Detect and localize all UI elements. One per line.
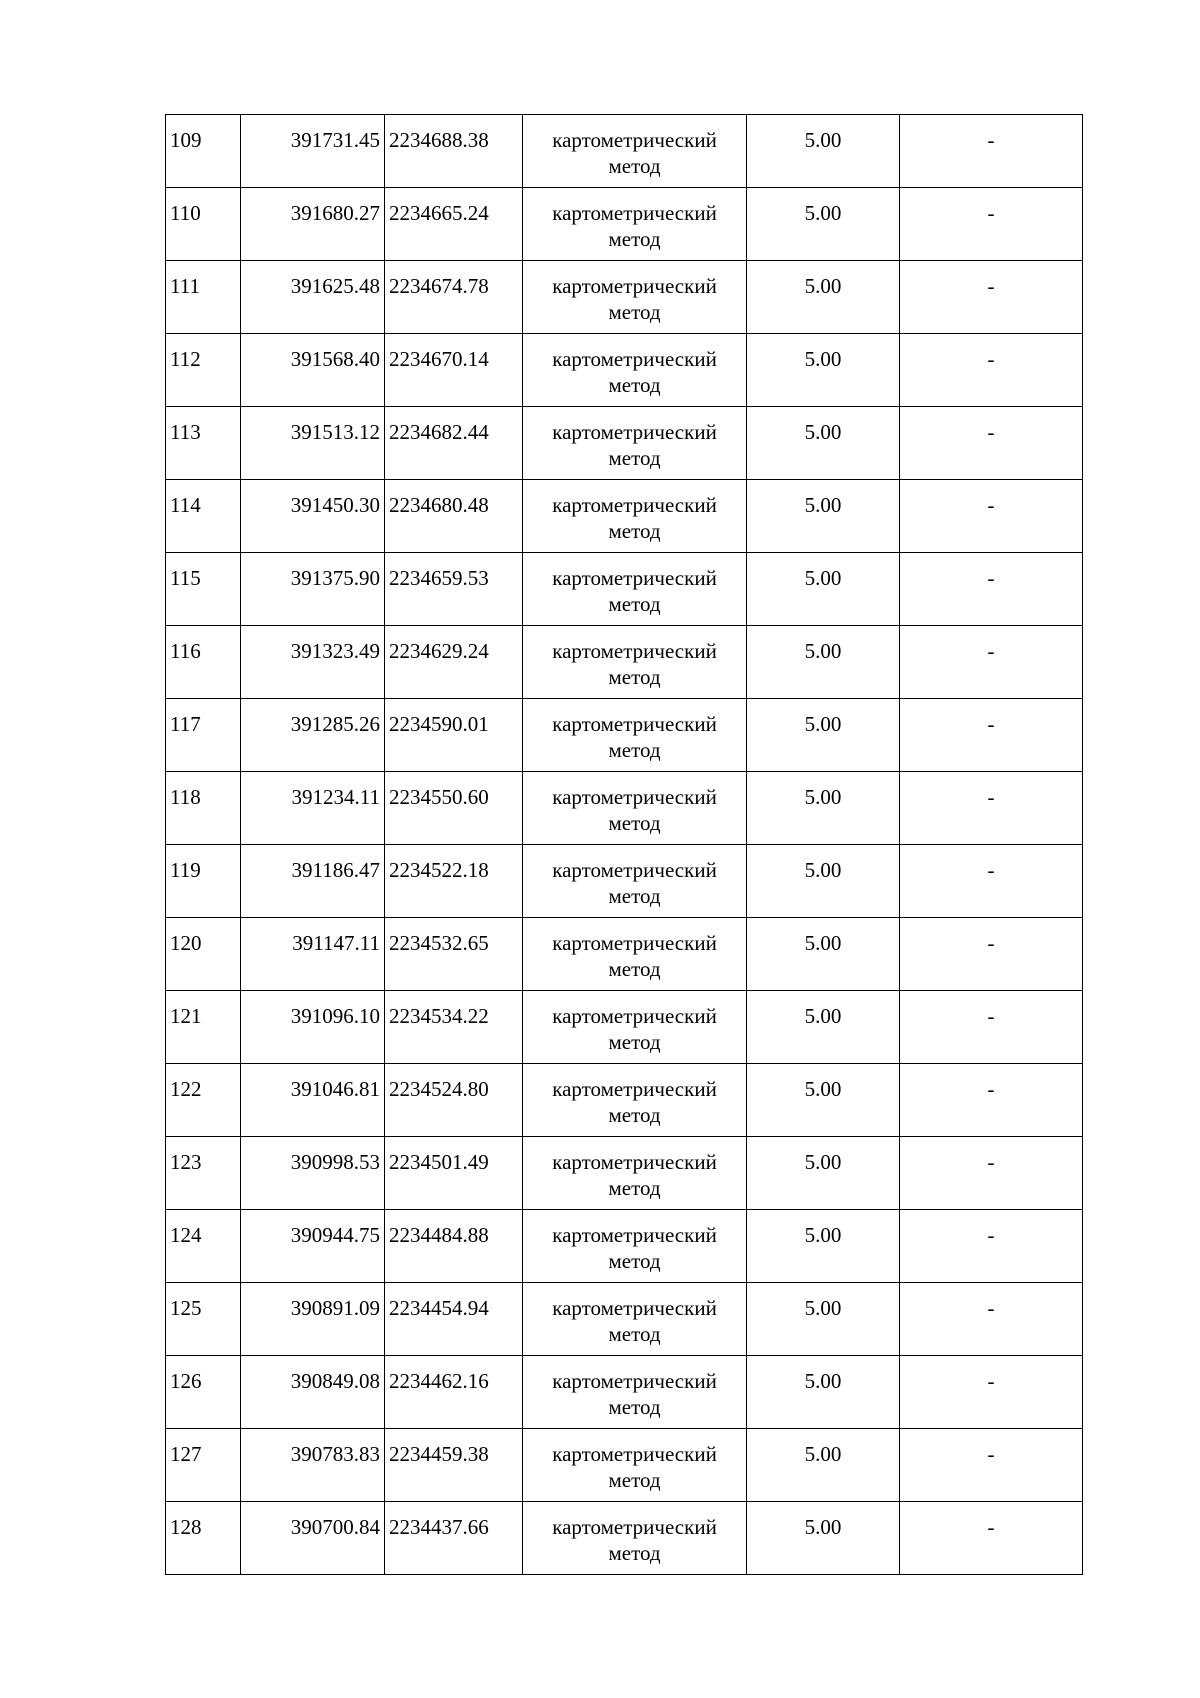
point-number-cell: 128 [166,1502,241,1575]
table-row [166,626,1083,699]
y-coordinate-cell: 2234674.78 [385,261,523,334]
x-coordinate-cell: 391375.90 [241,553,385,626]
y-coordinate-cell: 2234629.24 [385,626,523,699]
point-number-cell: 113 [166,407,241,480]
y-coordinate-cell: 2234532.65 [385,918,523,991]
y-coordinate-cell: 2234501.49 [385,1137,523,1210]
accuracy-cell: 5.00 [747,991,900,1064]
y-coordinate-cell: 2234550.60 [385,772,523,845]
accuracy-cell: 5.00 [747,1356,900,1429]
note-cell: - [900,553,1083,626]
table-row [166,261,1083,334]
note-cell: - [900,1210,1083,1283]
table-row [166,1210,1083,1283]
accuracy-cell: 5.00 [747,1210,900,1283]
note-cell: - [900,1064,1083,1137]
method-cell: картометрический метод [523,1283,747,1356]
y-coordinate-cell: 2234454.94 [385,1283,523,1356]
accuracy-cell: 5.00 [747,918,900,991]
coordinates-table [165,114,1083,1575]
y-coordinate-cell: 2234659.53 [385,553,523,626]
note-cell: - [900,1283,1083,1356]
table-row [166,553,1083,626]
point-number-cell: 124 [166,1210,241,1283]
table-row [166,1283,1083,1356]
x-coordinate-cell: 390944.75 [241,1210,385,1283]
note-cell: - [900,334,1083,407]
point-number-cell: 125 [166,1283,241,1356]
method-cell: картометрический метод [523,772,747,845]
point-number-cell: 109 [166,115,241,188]
method-cell: картометрический метод [523,480,747,553]
accuracy-cell: 5.00 [747,1137,900,1210]
point-number-cell: 127 [166,1429,241,1502]
point-number-cell: 110 [166,188,241,261]
note-cell: - [900,115,1083,188]
point-number-cell: 114 [166,480,241,553]
method-cell: картометрический метод [523,1137,747,1210]
table-row [166,1137,1083,1210]
y-coordinate-cell: 2234462.16 [385,1356,523,1429]
note-cell: - [900,699,1083,772]
accuracy-cell: 5.00 [747,115,900,188]
method-cell: картометрический метод [523,334,747,407]
x-coordinate-cell: 391186.47 [241,845,385,918]
x-coordinate-cell: 391513.12 [241,407,385,480]
accuracy-cell: 5.00 [747,334,900,407]
point-number-cell: 111 [166,261,241,334]
table-row [166,772,1083,845]
y-coordinate-cell: 2234534.22 [385,991,523,1064]
x-coordinate-cell: 391285.26 [241,699,385,772]
note-cell: - [900,1137,1083,1210]
table-row [166,1502,1083,1575]
accuracy-cell: 5.00 [747,188,900,261]
method-cell: картометрический метод [523,1064,747,1137]
x-coordinate-cell: 391096.10 [241,991,385,1064]
accuracy-cell: 5.00 [747,1502,900,1575]
accuracy-cell: 5.00 [747,1283,900,1356]
method-cell: картометрический метод [523,918,747,991]
x-coordinate-cell: 390849.08 [241,1356,385,1429]
table-row [166,991,1083,1064]
point-number-cell: 120 [166,918,241,991]
method-cell: картометрический метод [523,1210,747,1283]
table-row [166,918,1083,991]
note-cell: - [900,1502,1083,1575]
accuracy-cell: 5.00 [747,480,900,553]
note-cell: - [900,772,1083,845]
x-coordinate-cell: 391731.45 [241,115,385,188]
point-number-cell: 112 [166,334,241,407]
note-cell: - [900,845,1083,918]
method-cell: картометрический метод [523,261,747,334]
note-cell: - [900,407,1083,480]
x-coordinate-cell: 391625.48 [241,261,385,334]
x-coordinate-cell: 390998.53 [241,1137,385,1210]
x-coordinate-cell: 390700.84 [241,1502,385,1575]
y-coordinate-cell: 2234688.38 [385,115,523,188]
table-row [166,480,1083,553]
point-number-cell: 115 [166,553,241,626]
point-number-cell: 122 [166,1064,241,1137]
note-cell: - [900,626,1083,699]
y-coordinate-cell: 2234682.44 [385,407,523,480]
note-cell: - [900,1356,1083,1429]
y-coordinate-cell: 2234670.14 [385,334,523,407]
table-row [166,407,1083,480]
y-coordinate-cell: 2234437.66 [385,1502,523,1575]
accuracy-cell: 5.00 [747,845,900,918]
method-cell: картометрический метод [523,626,747,699]
note-cell: - [900,1429,1083,1502]
table-row [166,845,1083,918]
accuracy-cell: 5.00 [747,626,900,699]
note-cell: - [900,480,1083,553]
note-cell: - [900,918,1083,991]
note-cell: - [900,261,1083,334]
table-row [166,1429,1083,1502]
point-number-cell: 123 [166,1137,241,1210]
method-cell: картометрический метод [523,991,747,1064]
accuracy-cell: 5.00 [747,772,900,845]
table-row [166,1356,1083,1429]
method-cell: картометрический метод [523,1502,747,1575]
accuracy-cell: 5.00 [747,553,900,626]
y-coordinate-cell: 2234484.88 [385,1210,523,1283]
x-coordinate-cell: 391450.30 [241,480,385,553]
x-coordinate-cell: 390783.83 [241,1429,385,1502]
method-cell: картометрический метод [523,1429,747,1502]
method-cell: картометрический метод [523,115,747,188]
point-number-cell: 119 [166,845,241,918]
table-row [166,1064,1083,1137]
point-number-cell: 116 [166,626,241,699]
method-cell: картометрический метод [523,1356,747,1429]
point-number-cell: 126 [166,1356,241,1429]
accuracy-cell: 5.00 [747,407,900,480]
note-cell: - [900,991,1083,1064]
x-coordinate-cell: 391568.40 [241,334,385,407]
y-coordinate-cell: 2234590.01 [385,699,523,772]
method-cell: картометрический метод [523,699,747,772]
accuracy-cell: 5.00 [747,1429,900,1502]
table-row [166,699,1083,772]
x-coordinate-cell: 391680.27 [241,188,385,261]
accuracy-cell: 5.00 [747,1064,900,1137]
x-coordinate-cell: 390891.09 [241,1283,385,1356]
accuracy-cell: 5.00 [747,261,900,334]
method-cell: картометрический метод [523,188,747,261]
table-row [166,188,1083,261]
point-number-cell: 118 [166,772,241,845]
y-coordinate-cell: 2234524.80 [385,1064,523,1137]
point-number-cell: 117 [166,699,241,772]
y-coordinate-cell: 2234522.18 [385,845,523,918]
y-coordinate-cell: 2234665.24 [385,188,523,261]
point-number-cell: 121 [166,991,241,1064]
table-row [166,115,1083,188]
x-coordinate-cell: 391147.11 [241,918,385,991]
coordinates-table-body [166,115,1083,1575]
note-cell: - [900,188,1083,261]
method-cell: картометрический метод [523,553,747,626]
x-coordinate-cell: 391323.49 [241,626,385,699]
y-coordinate-cell: 2234680.48 [385,480,523,553]
accuracy-cell: 5.00 [747,699,900,772]
method-cell: картометрический метод [523,845,747,918]
y-coordinate-cell: 2234459.38 [385,1429,523,1502]
x-coordinate-cell: 391046.81 [241,1064,385,1137]
table-row [166,334,1083,407]
method-cell: картометрический метод [523,407,747,480]
x-coordinate-cell: 391234.11 [241,772,385,845]
